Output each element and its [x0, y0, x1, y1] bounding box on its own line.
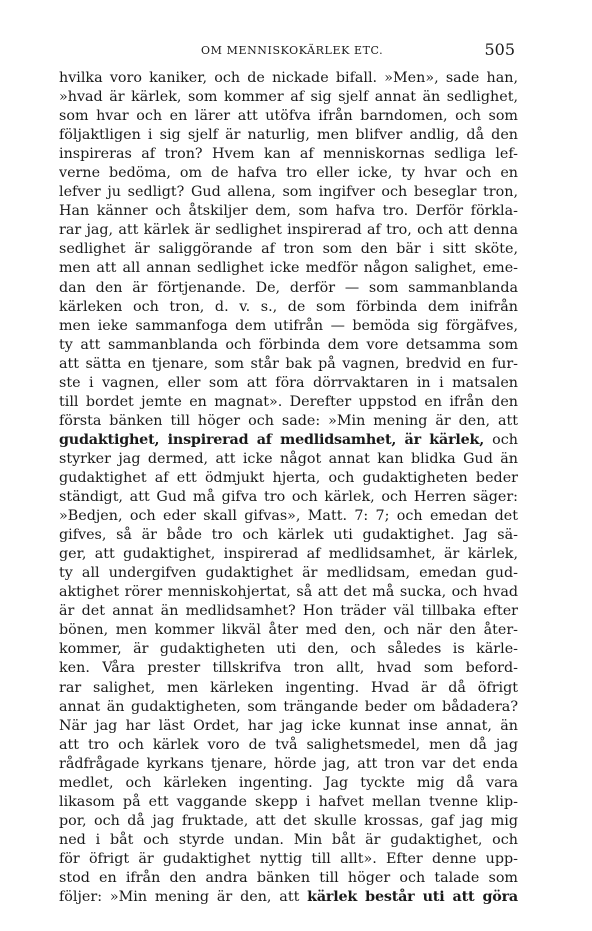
bold-phrase: gudaktighet, inspirerad af medlidsamhet, är kärlek,	[59, 431, 485, 448]
text-line: lefver ju sedligt? Gud allena, som ingifver och beseglar tron,	[59, 184, 518, 201]
text-line: som hvar och en lärer att utöfva ifrån barndomen, och som	[59, 108, 518, 125]
text-line: inspireras af tron? Hvem kan af menniskornas sedliga lef-	[59, 146, 518, 163]
text-line: ty att sammanblanda och förbinda dem vore detsamma som	[59, 336, 518, 353]
text-line: kommer, är gudaktigheten uti den, och således is kärle-	[59, 641, 518, 658]
text-line: Han känner och åtskiljer dem, som hafva tro. Derför förkla-	[59, 203, 518, 220]
text-line: ken. Våra prester tillskrifva tron allt, hvad som beford-	[59, 660, 518, 677]
text-line: annat än gudaktigheten, som trängande beder om bådadera?	[59, 698, 518, 715]
text-line: aktighet rörer menniskohjertat, så att det må sucka, och hvad	[59, 584, 518, 601]
text-line: bönen, men kommer likväl åter med den, och när den åter-	[59, 622, 518, 639]
text-line: gudaktighet af ett ödmjukt hjerta, och gudaktigheten beder	[59, 469, 518, 486]
text-line: dan den är förtjenande. De, derför — som sammanblanda	[59, 279, 518, 296]
text-line: »hvad är kärlek, som kommer af sig sjelf annat än sedlighet,	[59, 89, 518, 106]
text-line: men att all annan sedlighet icke medför någon salighet, eme-	[59, 260, 518, 277]
running-title: OM MENNISKOKÄRLEK ETC.	[201, 44, 384, 57]
text-line: ty all undergifven gudaktighet är medlidsam, emedan gud-	[59, 565, 518, 582]
text-line-bold-phrase: följer: »Min mening är den, att kärlek består uti att göra	[59, 888, 518, 907]
text-line: ständigt, att Gud må gifva tro och kärlek, och Herren säger:	[59, 489, 518, 506]
text-line: sedlighet är saliggörande af tron som den bär i sitt sköte,	[59, 241, 518, 258]
text-line: att tro och kärlek voro de två salighetsmedel, men då jag	[59, 736, 518, 753]
text-line: gifves, så är både tro och kärlek uti gudaktighet. Jag sä-	[59, 527, 518, 544]
text-line: medlet, och kärleken ingenting. Jag tyckte mig då vara	[59, 774, 518, 791]
text-line: por, och då jag fruktade, att det skulle krossas, gaf jag mig	[59, 812, 518, 829]
text-line: styrker jag dermed, att icke något annat kan blidka Gud än	[59, 450, 518, 467]
text-line: första bänken till höger och sade: »Min mening är den, att	[59, 412, 518, 429]
body-text	[59, 69, 518, 907]
text-line: ned i båt och styrde undan. Min båt är gudaktighet, och	[59, 831, 518, 848]
text-line: »Bedjen, och eder skall gifvas», Matt. 7: 7; och emedan det	[59, 508, 518, 525]
text-line: ste i vagnen, eller som att föra dörrvaktaren in i matsalen	[59, 374, 518, 391]
text-line: stod en ifrån den andra bänken till höger och talade som	[59, 869, 518, 886]
text-line: ger, att gudaktighet, inspirerad af medlidsamhet, är kärlek,	[59, 546, 518, 563]
text-line-bold-phrase: gudaktighet, inspirerad af medlidsamhet, är kärlek, och	[59, 431, 518, 448]
text-line: rar salighet, men kärleken ingenting. Hvad är då öfrigt	[59, 679, 518, 696]
text-line: är det annat än medlidsamhet? Hon träder väl tillbaka efter	[59, 603, 518, 620]
text-line: men ieke sammanfoga dem utifrån — bemöda sig förgäfves,	[59, 317, 518, 334]
text-line: att sätta en tjenare, som står bak på vagnen, bredvid en fur-	[59, 355, 518, 372]
text-line: följaktligen i sig sjelf är naturlig, men blifver andlig, då den	[59, 127, 518, 144]
text-line: likasom på ett vaggande skepp i hafvet mellan tvenne klip-	[59, 793, 518, 810]
text-line: När jag har läst Ordet, har jag icke kunnat inse annat, än	[59, 717, 518, 734]
text-line: rar jag, att kärlek är sedlighet inspirerad af tro, och att denna	[59, 222, 518, 239]
text-line: verne bedöma, om de hafva tro eller icke, ty hvar och en	[59, 165, 518, 182]
text-line: kärleken och tron, d. v. s., de som förbinda dem inifrån	[59, 298, 518, 315]
bold-phrase: kärlek består uti att göra	[307, 889, 518, 906]
text-line: rådfrågade kyrkans tjenare, hörde jag, att tron var det enda	[59, 755, 518, 772]
text-line: till bordet jemte en magnat». Derefter uppstod en ifrån den	[59, 393, 518, 410]
page-number: 505	[484, 40, 515, 59]
text-line: hvilka voro kaniker, och de nickade bifall. »Men», sade han,	[59, 70, 518, 86]
running-header	[60, 40, 515, 62]
text-line: för öfrigt är gudaktighet nyttig till allt». Efter denne upp-	[59, 850, 518, 867]
